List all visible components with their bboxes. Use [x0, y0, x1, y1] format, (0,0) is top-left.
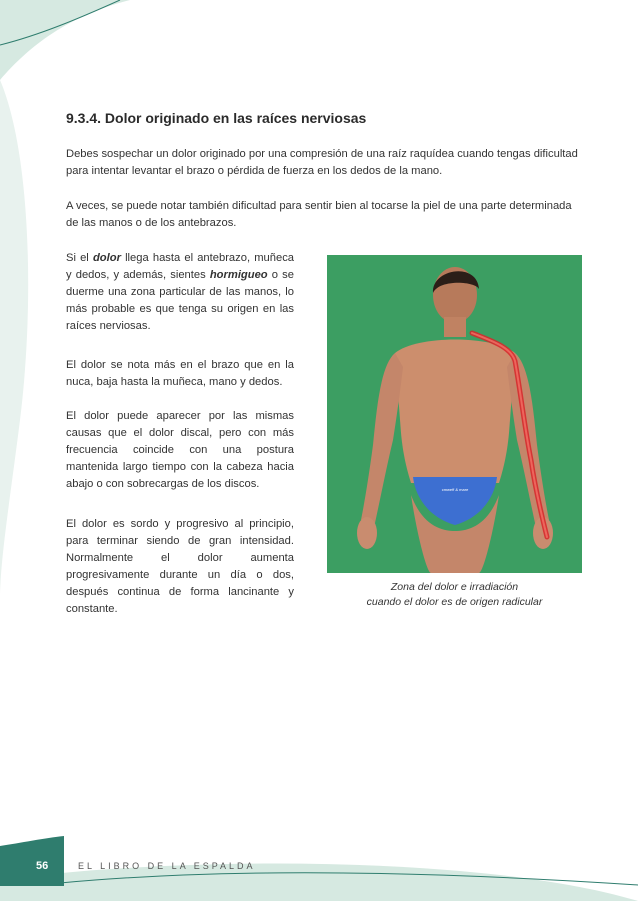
figure-caption	[327, 580, 582, 610]
page-number-tab	[0, 836, 64, 886]
paragraph-sensation: A veces, se puede notar también dificultad para sentir bien al tocarse la piel de una parte determinada de las manos o de los antebrazos.	[66, 200, 572, 229]
section-heading: 9.3.4. Dolor originado en las raíces nerviosas	[66, 110, 367, 126]
left-edge-band	[0, 80, 28, 600]
text-run: llega hasta el antebrazo, muñeca y dedos, y además, sientes	[66, 252, 295, 281]
caption-line-1: Zona del dolor e irradiación	[390, 581, 519, 593]
emphasis-hormigueo: hormigueo	[209, 269, 268, 281]
paragraph-progression: El dolor es sordo y progresivo al principio, para terminar siendo de gran intensidad. Normalmente el dolor aumenta progresivamente durante un día o dos, después continua de forma lancinante y constante.	[66, 518, 294, 615]
emphasis-dolor: dolor	[92, 252, 121, 264]
figure-illustration	[327, 255, 582, 573]
caption-line-2: cuando el dolor es de origen radicular	[366, 596, 543, 608]
paragraph-causes: El dolor puede aparecer por las mismas causas que el dolor discal, pero con más frecuencia coincide con una postura mantenida largo tiempo con la cabeza hacia abajo o con sobrecargas de los discos.	[66, 410, 294, 490]
paragraph-intro: Debes sospechar un dolor originado por una compresión de una raíz raquídea cuando tengas dificultad para intentar levantar el brazo o pérdida de fuerza en los dedos de la mano.	[66, 148, 578, 177]
paragraph-symptoms	[66, 250, 294, 335]
back-pain-photo	[327, 255, 582, 573]
underwear-label: cmweff & mare	[441, 487, 469, 492]
running-title: EL LIBRO DE LA ESPALDA	[78, 861, 256, 871]
text-run: Si el	[66, 252, 93, 264]
page-number: 56	[36, 860, 49, 872]
torso	[395, 340, 515, 484]
paragraph-location: El dolor se nota más en el brazo que en la nuca, baja hasta la muñeca, mano y dedos.	[66, 359, 294, 388]
neck	[444, 317, 466, 337]
text-run: o se duerme una zona particular de las manos, lo más probable es que tenga su origen en las raíces nerviosas.	[66, 269, 294, 332]
left-hand	[357, 517, 377, 549]
